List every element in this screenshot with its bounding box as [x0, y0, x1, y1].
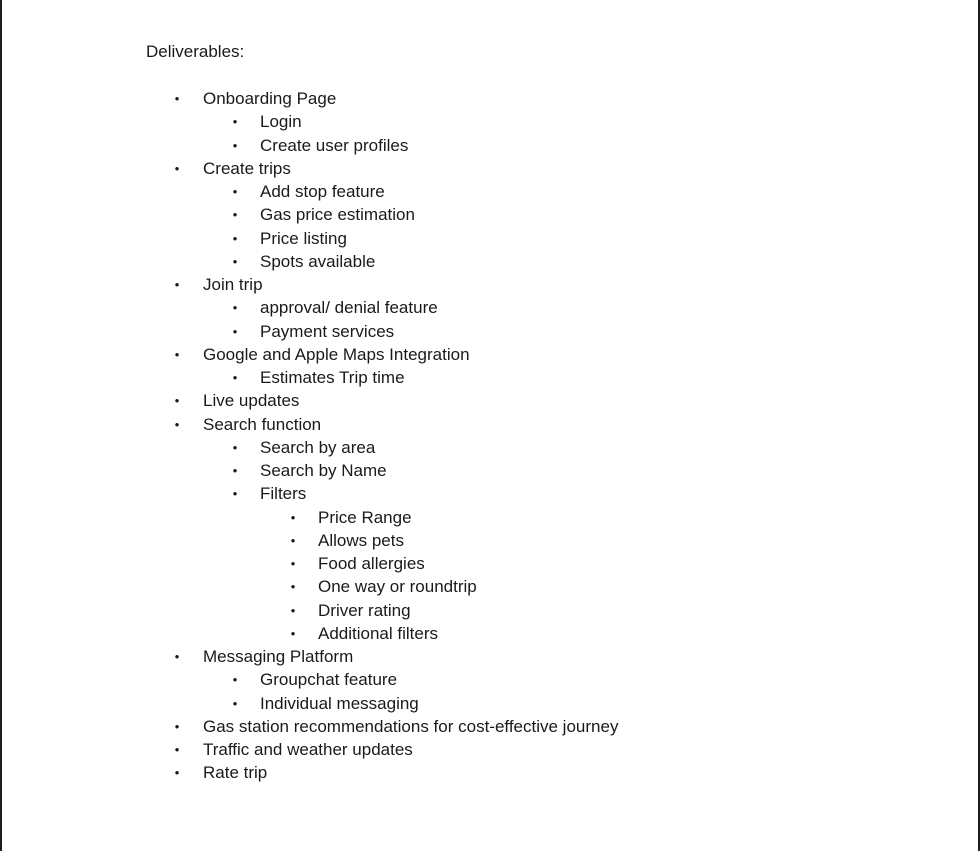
list-item-text: Allows pets — [318, 530, 404, 550]
bullet-icon: • — [232, 253, 238, 269]
bullet-icon: • — [174, 91, 180, 106]
list-item-text: Groupchat feature — [260, 670, 398, 690]
bullet-icon: • — [174, 416, 180, 432]
list-item-text: Messaging Platform — [203, 647, 354, 666]
list-item-text: Onboarding Page — [203, 89, 337, 108]
bullet-icon: • — [232, 207, 238, 223]
bullet-icon: • — [232, 114, 238, 130]
list-item-text: Estimates Trip time — [260, 368, 405, 387]
bullet-icon: • — [232, 300, 238, 316]
list-item-text: One way or roundtrip — [318, 577, 477, 597]
document-heading: Deliverables: — [146, 42, 245, 61]
bullet-icon: • — [232, 463, 238, 478]
list-item-text: Price listing — [260, 228, 347, 248]
bullet-icon: • — [290, 625, 296, 641]
bullet-icon: • — [232, 323, 238, 339]
bullet-icon: • — [174, 649, 180, 664]
list-item-text: Create user profiles — [260, 135, 409, 155]
bullet-icon: • — [232, 672, 238, 688]
list-item-text: Food allergies — [318, 554, 425, 573]
list-item-text: Individual messaging — [260, 693, 419, 713]
list-item-text: Search function — [203, 414, 322, 434]
bullet-icon: • — [232, 370, 238, 385]
list-item-text: Join trip — [203, 275, 263, 294]
list-item-text: Gas station recommendations for cost-effective journey — [203, 716, 619, 736]
list-item-text: Spots available — [260, 251, 376, 271]
bullet-icon: • — [232, 230, 238, 246]
bullet-icon: • — [290, 532, 296, 548]
list-item-text: Driver rating — [318, 600, 411, 620]
bullet-icon: • — [174, 742, 180, 757]
list-item-text: Login — [260, 112, 302, 132]
list-item-text: Add stop feature — [260, 182, 385, 201]
bullet-icon: • — [174, 393, 180, 409]
list-item-text: Google and Apple Maps Integration — [203, 344, 470, 364]
list-item-text: Gas price estimation — [260, 205, 415, 225]
bullet-icon: • — [232, 184, 238, 199]
bullet-icon: • — [290, 579, 296, 595]
list-item-text: Additional filters — [318, 623, 439, 643]
list-item-text: Filters — [260, 484, 307, 504]
list-item-text: Live updates — [203, 391, 300, 411]
bullet-icon: • — [232, 486, 238, 502]
bullet-icon: • — [232, 695, 238, 711]
bullet-icon: • — [232, 137, 238, 153]
bullet-icon: • — [174, 277, 180, 292]
list-item-text: Payment services — [260, 321, 395, 341]
list-item-text: Create trips — [203, 158, 291, 178]
list-item-text: Search by Name — [260, 461, 387, 480]
bullet-icon: • — [290, 556, 296, 571]
bullet-icon: • — [174, 160, 180, 176]
list-item-text: Rate trip — [203, 763, 268, 783]
list-item-text: Traffic and weather updates — [203, 740, 413, 759]
bullet-icon: • — [174, 346, 180, 362]
list-item-text: Price Range — [318, 507, 412, 527]
bullet-icon: • — [174, 765, 180, 781]
bullet-icon: • — [290, 602, 296, 618]
bullet-icon: • — [290, 509, 296, 525]
bullet-icon: • — [232, 439, 238, 455]
bullet-icon: • — [174, 718, 180, 734]
list-item-text: approval/ denial feature — [260, 298, 438, 318]
list-item-text: Search by area — [260, 437, 376, 457]
